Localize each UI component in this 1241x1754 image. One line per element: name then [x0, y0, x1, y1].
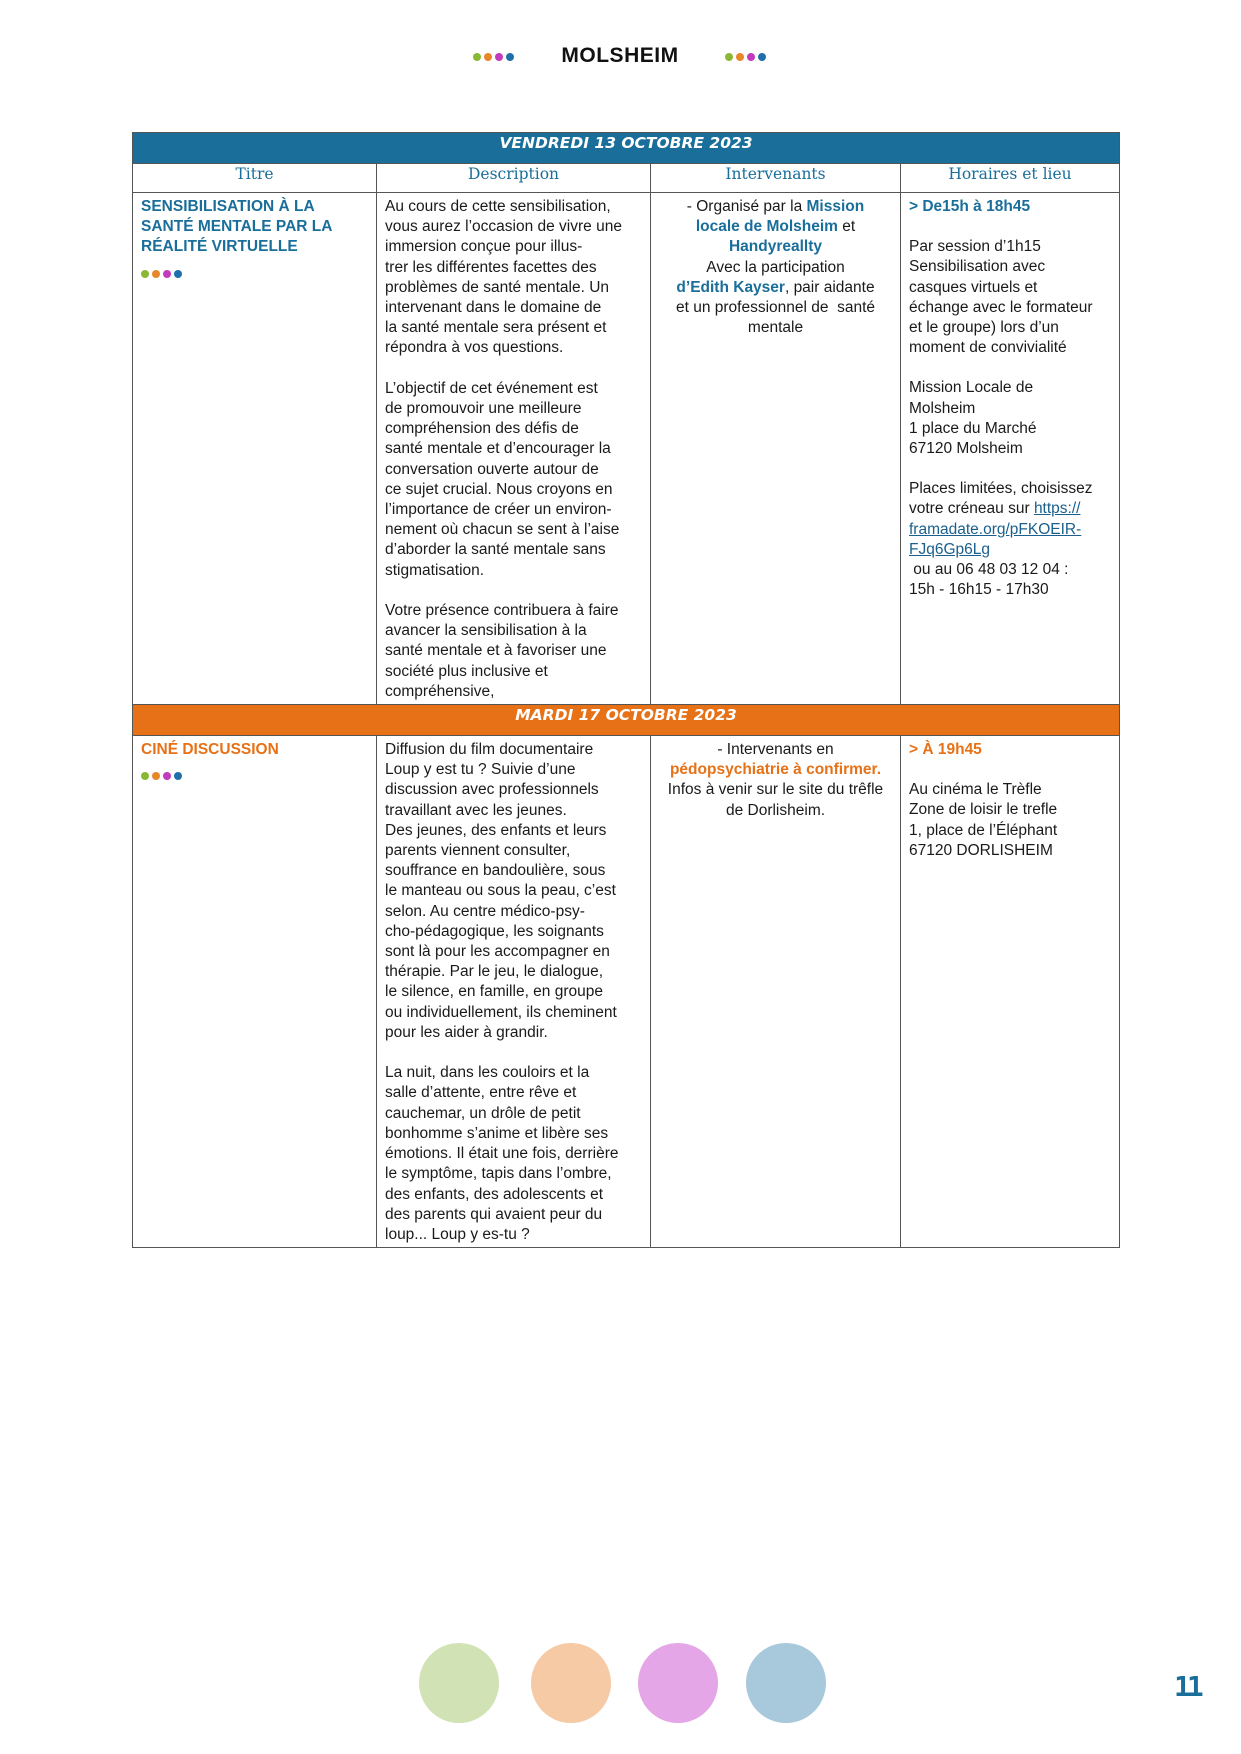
org-name: locale de Molsheim [695, 218, 838, 236]
text-line: 1, place de l’Éléphant [909, 821, 1058, 839]
event-description-cell [377, 736, 651, 1248]
speakers-highlight: pédopsychiatrie à confirmer. [669, 761, 882, 779]
speakers-line: mentale [747, 319, 804, 337]
event-dots [141, 772, 368, 780]
text-line: société plus inclusive et [385, 662, 548, 680]
speakers-with: Avec la participation [706, 258, 845, 276]
text-line: sont là pour les accompagner en [385, 943, 610, 961]
dot-green [141, 270, 149, 278]
dot-blue [506, 53, 514, 61]
text-line: avancer la sensibilisation à la [385, 622, 587, 640]
text-line: le symptôme, tapis dans l’ombre, [385, 1165, 612, 1183]
speakers-and: et [837, 218, 856, 236]
page-number: 11 [1174, 1670, 1200, 1703]
text-line: intervenant dans le domaine de [385, 299, 602, 317]
text-line: cauchemar, un drôle de petit [385, 1104, 581, 1122]
text-line: stigmatisation. [385, 561, 485, 579]
text-line: la santé mentale sera présent et [385, 319, 607, 337]
dot-orange [152, 772, 160, 780]
dot-magenta [163, 772, 171, 780]
text-line: L’objectif de cet événement est [385, 379, 598, 397]
text-line: ce sujet crucial. Nous croyons en [385, 480, 613, 498]
speakers-line: Infos à venir sur le site du trêfle [667, 781, 884, 799]
text-line: des parents qui avaient peur du [385, 1205, 603, 1223]
event-row [133, 736, 1120, 1248]
speakers-line [659, 217, 892, 237]
header-dots-left [473, 53, 514, 61]
column-header-intervenants: Intervenants [651, 164, 901, 193]
org-name-2: Handyreallty [728, 238, 823, 256]
footer-circle-blue [746, 1643, 826, 1723]
speakers-line [659, 278, 892, 298]
text-line: santé mentale et à favoriser une [385, 642, 607, 660]
event-speakers-cell [651, 193, 901, 705]
text-line: selon. Au centre médico-psy- [385, 902, 585, 920]
event-time: > À 19h45 [909, 741, 982, 759]
text-line: d’aborder la santé mentale sans [385, 541, 606, 559]
slots-text: 15h - 16h15 - 17h30 [909, 581, 1049, 599]
text-line: Loup y est tu ? Suivie d’une [385, 761, 576, 779]
text-line: échange avec le formateur [909, 298, 1093, 316]
dot-green [725, 53, 733, 61]
places-text: Places limitées, choisissez [909, 480, 1093, 498]
text-line: loup... Loup y es-tu ? [385, 1225, 530, 1243]
text-line: l’importance de créer un environ- [385, 501, 612, 519]
text-line: compréhension des défis de [385, 420, 579, 438]
footer-circle-orange [531, 1643, 611, 1723]
text-line: et le groupe) lors d’un [909, 319, 1059, 337]
text-line: La nuit, dans les couloirs et la [385, 1064, 590, 1082]
day-header: MARDI 17 OCTOBRE 2023 [133, 705, 1120, 736]
event-row [133, 193, 1120, 705]
dot-blue [174, 270, 182, 278]
booking-link[interactable]: https:// [1033, 500, 1081, 518]
booking-link[interactable]: FJq6Gp6Lg [909, 540, 990, 558]
dot-blue [174, 772, 182, 780]
text-line: casques virtuels et [909, 278, 1038, 296]
text-line: Au cours de cette sensibilisation, [385, 198, 611, 215]
event-description-cell [377, 193, 651, 705]
schedule-details [909, 237, 1111, 358]
text-line: Votre présence contribuera à faire [385, 602, 619, 620]
column-header-description: Description [377, 164, 651, 193]
text-line: bonhomme s’anime et libère ses [385, 1124, 609, 1142]
speakers-line: - Intervenants en [717, 741, 834, 759]
text-line: de promouvoir une meilleure [385, 400, 582, 418]
link-prefix: votre créneau sur [909, 500, 1034, 518]
text-line: Par session d’1h15 [909, 238, 1041, 256]
booking-link[interactable]: framadate.org/pFKOEIR- [909, 520, 1082, 538]
event-title: SENSIBILISATION À LA SANTÉ MENTALE PAR LA RÉALITÉ VIRTUELLE [141, 198, 332, 256]
event-schedule-cell [901, 736, 1120, 1248]
text-line: 67120 DORLISHEIM [909, 841, 1053, 859]
text-line: santé mentale et d’encourager la [385, 440, 611, 458]
column-header-horaires: Horaires et lieu [901, 164, 1120, 193]
text-line: des enfants, des adolescents et [385, 1185, 604, 1203]
text-line: Zone de loisir le trefle [909, 801, 1058, 819]
phone-text: ou au 06 48 03 12 04 : [909, 561, 1069, 579]
text-line: travaillant avec les jeunes. [385, 801, 567, 819]
text-line: 67120 Molsheim [909, 440, 1023, 458]
text-line: pour les aider à grandir. [385, 1023, 548, 1041]
day-header: VENDREDI 13 OCTOBRE 2023 [133, 133, 1120, 164]
text-line: Diffusion du film documentaire [385, 741, 594, 759]
booking-line [909, 499, 1111, 519]
dot-magenta [163, 270, 171, 278]
text-line: parents viennent consulter, [385, 842, 571, 860]
speakers-line [659, 197, 892, 217]
dot-magenta [495, 53, 503, 61]
event-title-cell [133, 736, 377, 1248]
speakers-line: et un professionnel de santé [675, 299, 876, 317]
event-title-cell [133, 193, 377, 705]
text-line: nement où chacun se sent à l’aise [385, 521, 620, 539]
column-header-titre: Titre [133, 164, 377, 193]
page-title: MOLSHEIM [561, 44, 679, 67]
footer-circle-green [419, 1643, 499, 1723]
event-speakers-cell [651, 736, 901, 1248]
text-line: cho-pédagogique, les soignants [385, 922, 604, 940]
event-description [385, 740, 642, 1245]
event-time: > De15h à 18h45 [909, 198, 1031, 215]
dot-orange [152, 270, 160, 278]
text-line: émotions. Il était une fois, derrière [385, 1145, 619, 1163]
text-line: le silence, en famille, en groupe [385, 983, 603, 1001]
dot-green [473, 53, 481, 61]
day-header-row [133, 133, 1120, 164]
text-line: moment de convivialité [909, 339, 1067, 357]
text-line: le manteau ou sous la peau, c’est [385, 882, 616, 900]
event-dots [141, 270, 368, 278]
dot-green [141, 772, 149, 780]
text-line: immersion conçue pour illus- [385, 238, 583, 256]
text-line: discussion avec professionnels [385, 781, 599, 799]
org-name: Mission [806, 198, 865, 215]
day-header-row [133, 705, 1120, 736]
text-line: Sensibilisation avec [909, 258, 1046, 276]
paragraph-break [385, 1043, 642, 1063]
person-desc: , pair aidante [784, 278, 875, 296]
text-line: Molsheim [909, 399, 976, 417]
text-line: trer les différentes facettes des [385, 258, 597, 276]
dot-blue [758, 53, 766, 61]
paragraph-break [385, 581, 642, 601]
text-line: Au cinéma le Trèfle [909, 781, 1042, 799]
event-description [385, 197, 642, 702]
speakers-prefix: - Organisé par la [686, 198, 807, 215]
column-header-row [133, 164, 1120, 193]
text-line: 1 place du Marché [909, 419, 1037, 437]
text-line: conversation ouverte autour de [385, 460, 599, 478]
schedule-location [909, 780, 1111, 861]
text-line: vous aurez l’occasion de vivre une [385, 218, 622, 236]
schedule-location [909, 378, 1111, 459]
dot-orange [484, 53, 492, 61]
text-line: thérapie. Par le jeu, le dialogue, [385, 963, 604, 981]
text-line: souffrance en bandoulière, sous [385, 862, 606, 880]
text-line: compréhensive, [385, 682, 495, 700]
text-line: Des jeunes, des enfants et leurs [385, 821, 607, 839]
text-line: salle d’attente, entre rêve et [385, 1084, 577, 1102]
person-name: d’Edith Kayser [676, 278, 785, 296]
dot-orange [736, 53, 744, 61]
schedule-table [132, 132, 1120, 1248]
speakers-line: de Dorlisheim. [725, 801, 826, 819]
text-line: problèmes de santé mentale. Un [385, 278, 610, 296]
footer-circle-pink [638, 1643, 718, 1723]
text-line: ou individuellement, ils cheminent [385, 1003, 617, 1021]
text-line: Mission Locale de [909, 379, 1034, 397]
event-schedule-cell [901, 193, 1120, 705]
event-title: CINÉ DISCUSSION [141, 741, 279, 759]
text-line: répondra à vos questions. [385, 339, 564, 357]
dot-magenta [747, 53, 755, 61]
paragraph-break [385, 359, 642, 379]
header-dots-right [725, 53, 766, 61]
